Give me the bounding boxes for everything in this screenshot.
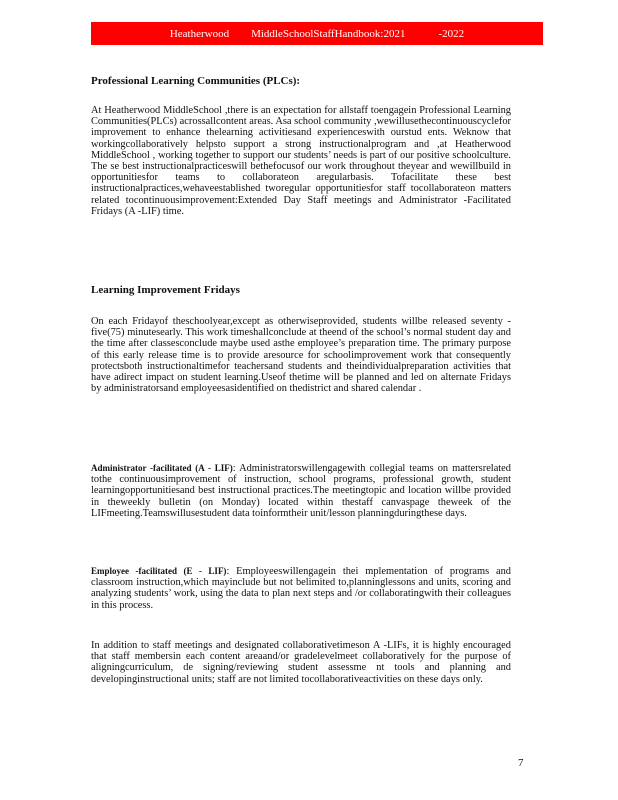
addition-paragraph: In addition to staff meetings and designated collaborativetimeson A -LIFs, it is highly encouraged that staff membersin each content areaand/or gradelevelmeet collaboratively for the purpose of aligningcurriculum, de signing/reviewing student assessme nt tools and planning and developinginstructional units; staff are not limited tocollaborativeactivities on these days only.	[91, 640, 511, 685]
admin-lif-text: : Administratorswillengagewith collegial teams on mattersrelated tothe continuousimprovement of instruction, school programs, professional growth, student learningopportunitiesand best instructional practices.The meetingtopic and location willbe provided in theweekly bulletin (on Monday) located within thestaff canvaspage theweek of the LIFmeeting.Teamswillusestudent data toinformtheir unit/lesson planningduringthese days.	[91, 463, 511, 519]
employee-lif-section	[91, 566, 511, 611]
admin-lif-section	[91, 463, 511, 519]
admin-lif-paragraph	[91, 463, 511, 519]
lif-section-body	[91, 316, 511, 394]
admin-lif-label: Administrator -facilitated (A - LIF)	[91, 463, 233, 473]
employee-lif-paragraph	[91, 566, 511, 611]
employee-lif-text: : Employeeswillengagein thei mplementation of programs and classroom instruction,which mayinclude but not belimited to,planninglessons and units, scoring and analyzing students’ work, using the data to plan next steps and /or collaboratingwith their colleagues in this process.	[91, 566, 511, 611]
addition-section	[91, 640, 511, 685]
plc-paragraph: At Heatherwood MiddleSchool ,there is an expectation for allstaff toengagein Professional Learning Communities(PLCs) acrossallcontent areas. Asa school community ,wewillusethecontinuouscyclefor improvement to enhance thelearning activitiesand experienceswith ourstud ents. Weknow that workingcollaboratively helpsto support a strong instructionalprogram and ,at Heatherwood MiddleSchool , working together to support our students’ needs is part of our positive schoolculture. The se best instructionalpracticeswill bethefocusof our work throughout theyear and wewillbuild in opportunitiesfor teams to collaborateon aregularbasis. Tofacilitate these best instructionalpractices,wehaveestablished tworegular opportunitiesfor staff tocollaborateon matters related tocontinuousimprovement:Extended Day Staff meetings and Administrator -Facilitated Fridays (A -LIF) time.	[91, 105, 511, 217]
page-number: 7	[518, 757, 524, 769]
lif-paragraph: On each Fridayof theschoolyear,except as otherwiseprovided, students willbe released seventy -five(75) minutesearly. This work timeshallconclude at theend of the school’s normal student day and the time after classesconclude maybe used asthe employee’s preparation time. The primary purpose of this early release time is to provide aresource for schoolimprovement work that consequently protectsboth instructionaltimefor teachersand students and theindividualpreparation activities that have adirect impact on student learning.Useof thetime will be planned and led on alternate Fridays by administratorsand employeesasidentified on thedistrict and shared calendar .	[91, 316, 511, 395]
plc-section-body	[91, 105, 511, 217]
plc-heading: Professional Learning Communities (PLCs):	[91, 75, 301, 87]
handbook-title: Heatherwood MiddleSchoolStaffHandbook:2021 -2022	[169, 27, 465, 40]
header-banner	[91, 22, 543, 45]
employee-lif-label: Employee -facilitated (E - LIF)	[91, 566, 227, 576]
lif-heading: Learning Improvement Fridays	[91, 284, 240, 296]
